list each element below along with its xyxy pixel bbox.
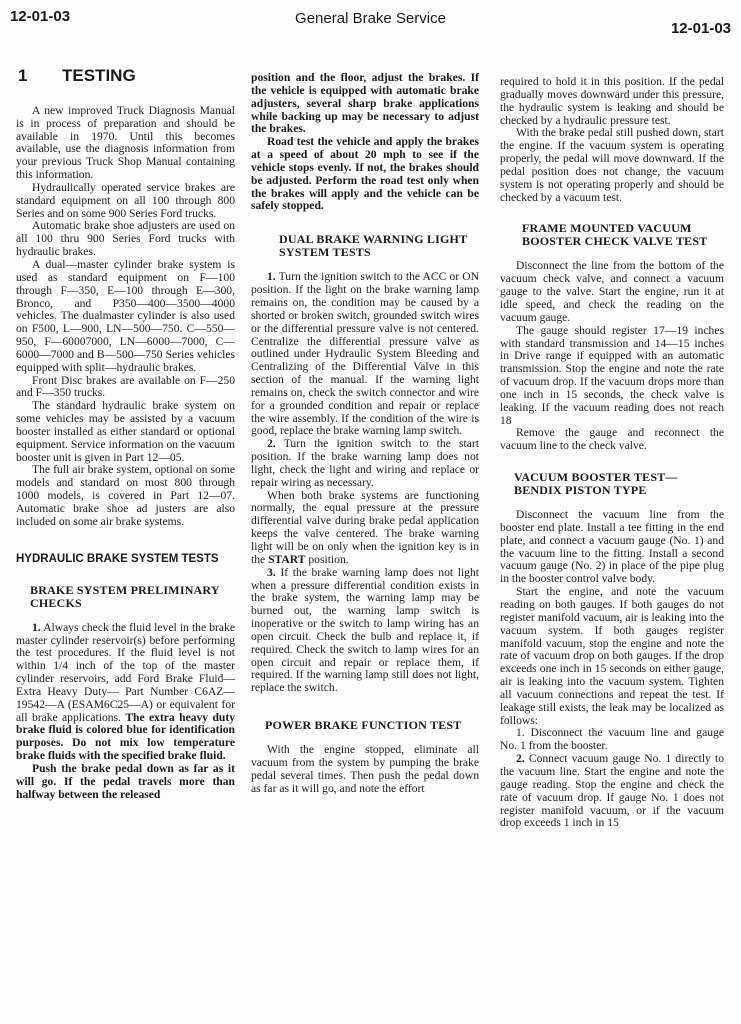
paragraph: [16, 622, 235, 763]
paragraph: A new improved Truck Diagnosis Manual is in process of preparation and should be available in 1970. Until this becomes available, use the diagnosis information from your previous Truck Shop Manual containing this information.: [16, 103, 235, 182]
step-text: Turn the ignition switch to the ACC or ON position. If the light on the brake warning lamp remains on, the condition may be caused by a shorted or broken switch, grounded switch wires or the differential pressure valve is not centered. Centralize the differential pressure valve as outlined under Hydraulic System Bleeding and Centralizing of the Differential Valve in this section of the manual. If the warning light remains on, check the switch connector and wire for a grounded condition and repair or replace the wire assembly. If the condition of the wire is good, replace the brake warning lamp switch.: [251, 270, 479, 438]
column-3: [500, 76, 724, 830]
paragraph: A dual—master cylinder brake system is used as standard equipment on F—100 through F—350, E—100 through E—300, Bronco, and P350—400—3500—4000 vehicles. The dualmaster cylinder is also used on F500, L—900, LN—500—750. C—550—950, F—60007000, LN—6000—7000, C—6000—7000 and B—500—750 Series vehicles equipped with split—hydraulic brakes.: [16, 257, 235, 374]
paragraph: [251, 438, 479, 489]
paragraph: [251, 271, 479, 438]
subsection-heading: HYDRAULIC BRAKE SYSTEM TESTS: [16, 552, 219, 565]
paragraph: Automatic brake shoe adjusters are used on all 100 thru 900 Series Ford trucks with hydraulic brakes.: [16, 219, 235, 259]
step-number: 3.: [267, 565, 276, 579]
page-header-title: General Brake Service: [295, 10, 446, 27]
paragraph: [251, 490, 479, 567]
paragraph: [251, 567, 479, 695]
step-text: When both brake systems are functioning normally, the equal pressure at the pressure differential valve during brake pedal application keeps the valve centered. The brake warning light will be on only when the ignition key is in the: [251, 488, 479, 566]
step-number: 2.: [267, 437, 276, 451]
paragraph: Start the engine, and note the vacuum reading on both gauges. If both gauges do not register manifold vacuum, air is leaking into the vacuum system. If both gauges register manifold vacuum, stop the engine and note the rate of vacuum drop on both gauges. If the drop exceeds one inch in 15 seconds on either gauge, air is leaking into the vacuum system. Tighten all vacuum connections and repeat the test. If leakage still exists, the leak may be localized as follows:: [500, 585, 724, 727]
paragraph: Push the brake pedal down as far as it will go. If the pedal travels more than halfway between the released: [16, 761, 235, 801]
column-2: [251, 72, 479, 796]
step-text: Turn the ignition switch to the start position. If the brake warning lamp does not light, check the light and wiring and replace or repair wiring as necessary.: [251, 437, 479, 489]
paragraph: Disconnect the line from the bottom of the vacuum check valve, and connect a vacuum gauge to the valve. Start the engine, run it at idle speed, and check the reading on the vacuum gauge.: [500, 259, 724, 324]
subsection-heading: DUAL BRAKE WARNING LIGHT SYSTEM TESTS: [279, 232, 468, 260]
step-text: Disconnect the vacuum line and gauge No. 1 from the booster.: [500, 726, 724, 753]
paragraph: position and the floor, adjust the brakes. If the vehicle is equipped with automatic brake adjusters, several sharp brake applications while backing up may be necessary to adjust the brakes.: [251, 71, 479, 136]
step-text: Connect vacuum gauge No. 1 directly to the vacuum line. Start the engine and note the gauge reading. Stop the engine and check the rate of vacuum drop. If gauge No. 1 does not register manifold vacuum, or if the vacuum drop exceeds 1 inch in 15: [500, 752, 724, 830]
subsection-heading: BRAKE SYSTEM PRELIMINARY CHECKS: [30, 582, 220, 610]
step-text: position.: [308, 552, 349, 566]
subsection-heading: VACUUM BOOSTER TEST—BENDIX PISTON TYPE: [514, 470, 678, 498]
step-number: 1.: [516, 726, 525, 740]
section-heading: [16, 66, 235, 85]
paragraph: required to hold it in this position. If the pedal gradually moves downward under this pressure, the hydraulic system is leaking and should be checked by a hydraulic pressure test.: [500, 75, 724, 127]
paragraph: Front Disc brakes are available on F—250 and F—350 trucks.: [16, 373, 235, 400]
step-number: 2.: [516, 752, 525, 766]
step-text-bold: START: [268, 552, 306, 566]
subsection-heading: FRAME MOUNTED VACUUM BOOSTER CHECK VALVE TEST: [522, 221, 708, 249]
step-number: 1.: [32, 620, 41, 634]
paragraph: The gauge should register 17—19 inches with standard transmission and 14—15 inches in Drive range if equipped with an automatic transmission. Stop the engine and note the rate of vacuum drop. If the vacuum drops more than one inch in 15 seconds, the check valve is leaking. If the vacuum reading does not reach 18: [500, 323, 724, 427]
paragraph: With the engine stopped, eliminate all vacuum from the system by pumping the brake pedal several times. Then push the pedal down as far as it will go, and note the effort: [251, 743, 479, 795]
page-number-left: 12-01-03: [10, 8, 71, 25]
paragraph: [500, 727, 724, 753]
section-number: 1: [18, 66, 28, 85]
paragraph: Disconnect the vacuum line from the booster end plate. Install a tee fitting in the end plate, and connect a vacuum gauge (No. 1) and the vacuum line to the fitting. Install a second vacuum gauge (No. 2) in place of the pipe plug in the booster control valve body.: [500, 508, 724, 586]
paragraph: The standard hydraulic brake system on some vehicles may be assisted by a vacuum booster installed as either standard or optional equipment. Service information on the vacuum booster unit is given in Part 12—05.: [16, 399, 235, 464]
paragraph: Remove the gauge and reconnect the vacuum line to the check valve.: [500, 426, 724, 453]
paragraph: The full air brake system, optional on some models and standard on most 800 through 1000 models, is covered in Part 12—07. Automatic brake shoe ad justers are also included on some air brake systems.: [16, 463, 235, 528]
paragraph: Road test the vehicle and apply the brakes at a speed of about 20 mph to see if the vehicle stops evenly. If not, the brakes should be adjusted. Perform the road test only when the brakes will apply and the vehicle can be safely stopped.: [251, 135, 479, 213]
paragraph: [500, 753, 724, 830]
column-1: [16, 66, 235, 802]
step-text-bold: The extra heavy duty brake fluid is colored blue for identification purposes. Do not mix low temperature brake fluids with the specified brake fluid.: [16, 710, 235, 763]
paragraph: Hydraulically operated service brakes are standard equipment on all 100 through 800 Series and on some 900 Series Ford trucks.: [16, 180, 235, 220]
step-text: Always check the fluid level in the brake master cylinder reservoir(s) before performing the test procedures. If the fluid level is not within 1/4 inch of the top of the master cylinder reservoirs, add Ford Brake Fluid—Extra Heavy Duty— Part Number C6AZ—19542—A (ESAM6C25—A) or equivalent for all brake applications.: [16, 620, 235, 724]
paragraph: With the brake pedal still pushed down, start the engine. If the vacuum system is operating properly, the pedal will move downward. If the pedal position does not change, the vacuum system is not operating properly and should be checked by a vacuum test.: [500, 126, 724, 204]
subsection-heading: POWER BRAKE FUNCTION TEST: [265, 718, 462, 733]
step-text: If the brake warning lamp does not light when a pressure differential condition exists in the brake system, the warning lamp may be burned out, the warning lamp switch is inoperative or the switch to lamp wiring has an open circuit. Check the bulb and replace it, if required. Check the switch to lamp wires for an open circuit and repair or replace them, if required. If the warning lamp still does not light, replace the switch.: [251, 565, 479, 695]
section-title: TESTING: [62, 66, 136, 85]
step-number: 1.: [267, 270, 276, 284]
page-number-right: 12-01-03: [670, 20, 731, 37]
